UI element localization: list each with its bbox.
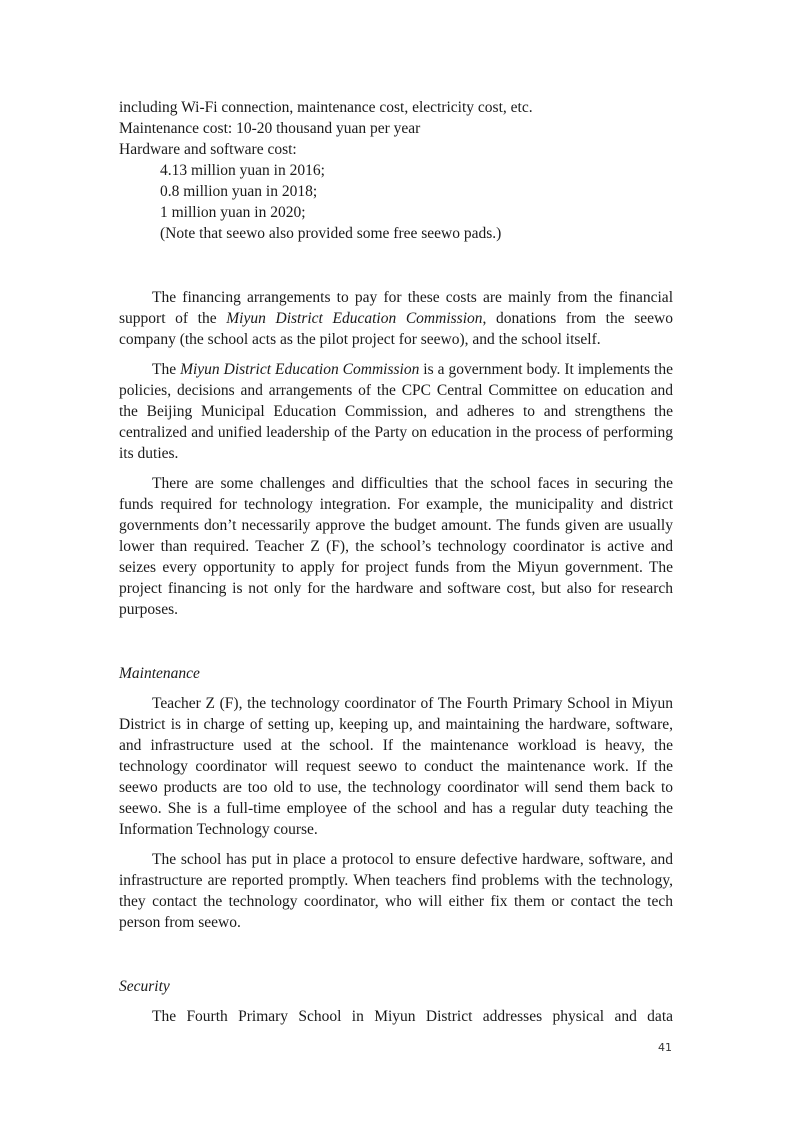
cost-line-hardware: Hardware and software cost: — [119, 141, 297, 158]
financing-p1-text-a: The financing arrangements to pay for these costs are mainly from the financial support of the — [119, 289, 673, 327]
financing-paragraph-2 — [119, 359, 673, 464]
cost-item-2020: 1 million yuan in 2020; — [160, 204, 306, 221]
page-content — [119, 97, 673, 1027]
security-heading: Security — [119, 978, 170, 995]
financing-p1-text-b: , donations from the seewo company (the school acts as the pilot project for seewo), and the school itself. — [119, 310, 673, 348]
financing-p2-text-b: is a government body. It implements the policies, decisions and arrangements of the CPC Central Committee on education and the Beijing Municipal Education Commission, and adheres to and strengthens the centralized and unified leadership of the Party on education in the process of performing its duties. — [119, 361, 673, 462]
financing-p2-text-a: The — [152, 361, 181, 378]
page-number: 41 — [658, 1041, 672, 1054]
maintenance-paragraph-2: The school has put in place a protocol to ensure defective hardware, software, and infrastructure are reported promptly. When teachers find problems with the technology, they contact the technology coordinator, who will either fix them or contact the tech person from seewo. — [119, 851, 673, 931]
cost-item-2016: 4.13 million yuan in 2016; — [160, 162, 325, 179]
financing-paragraph-1 — [119, 287, 673, 350]
cost-line-maintenance: Maintenance cost: 10-20 thousand yuan per year — [119, 120, 421, 137]
security-paragraph-1: The Fourth Primary School in Miyun District addresses physical and data — [152, 1008, 673, 1025]
cost-line-wifi: including Wi-Fi connection, maintenance cost, electricity cost, etc. — [119, 99, 533, 116]
financing-paragraph-3: There are some challenges and difficulties that the school faces in securing the funds required for technology integration. For example, the municipality and district governments don’t necessarily approve the budget amount. The funds given are usually lower than required. Teacher Z (F), the school’s technology coordinator is active and seizes every opportunity to apply for project funds from the Miyun government. The project financing is not only for the hardware and software cost, but also for research purposes. — [119, 475, 673, 618]
financing-p1-emphasis: Miyun District Education Commission — [226, 310, 483, 327]
maintenance-paragraph-1: Teacher Z (F), the technology coordinator of The Fourth Primary School in Miyun District is in charge of setting up, keeping up, and maintaining the hardware, software, and infrastructure used at the school. If the maintenance workload is heavy, the technology coordinator will request seewo to conduct the maintenance work. If the seewo products are too old to use, the technology coordinator will send them back to seewo. She is a full-time employee of the school and has a regular duty teaching the Information Technology course. — [119, 695, 673, 838]
maintenance-heading: Maintenance — [119, 665, 200, 682]
cost-note: (Note that seewo also provided some free seewo pads.) — [160, 225, 502, 242]
cost-block — [119, 97, 673, 244]
cost-item-2018: 0.8 million yuan in 2018; — [160, 183, 318, 200]
financing-p2-emphasis: Miyun District Education Commission — [180, 361, 420, 378]
